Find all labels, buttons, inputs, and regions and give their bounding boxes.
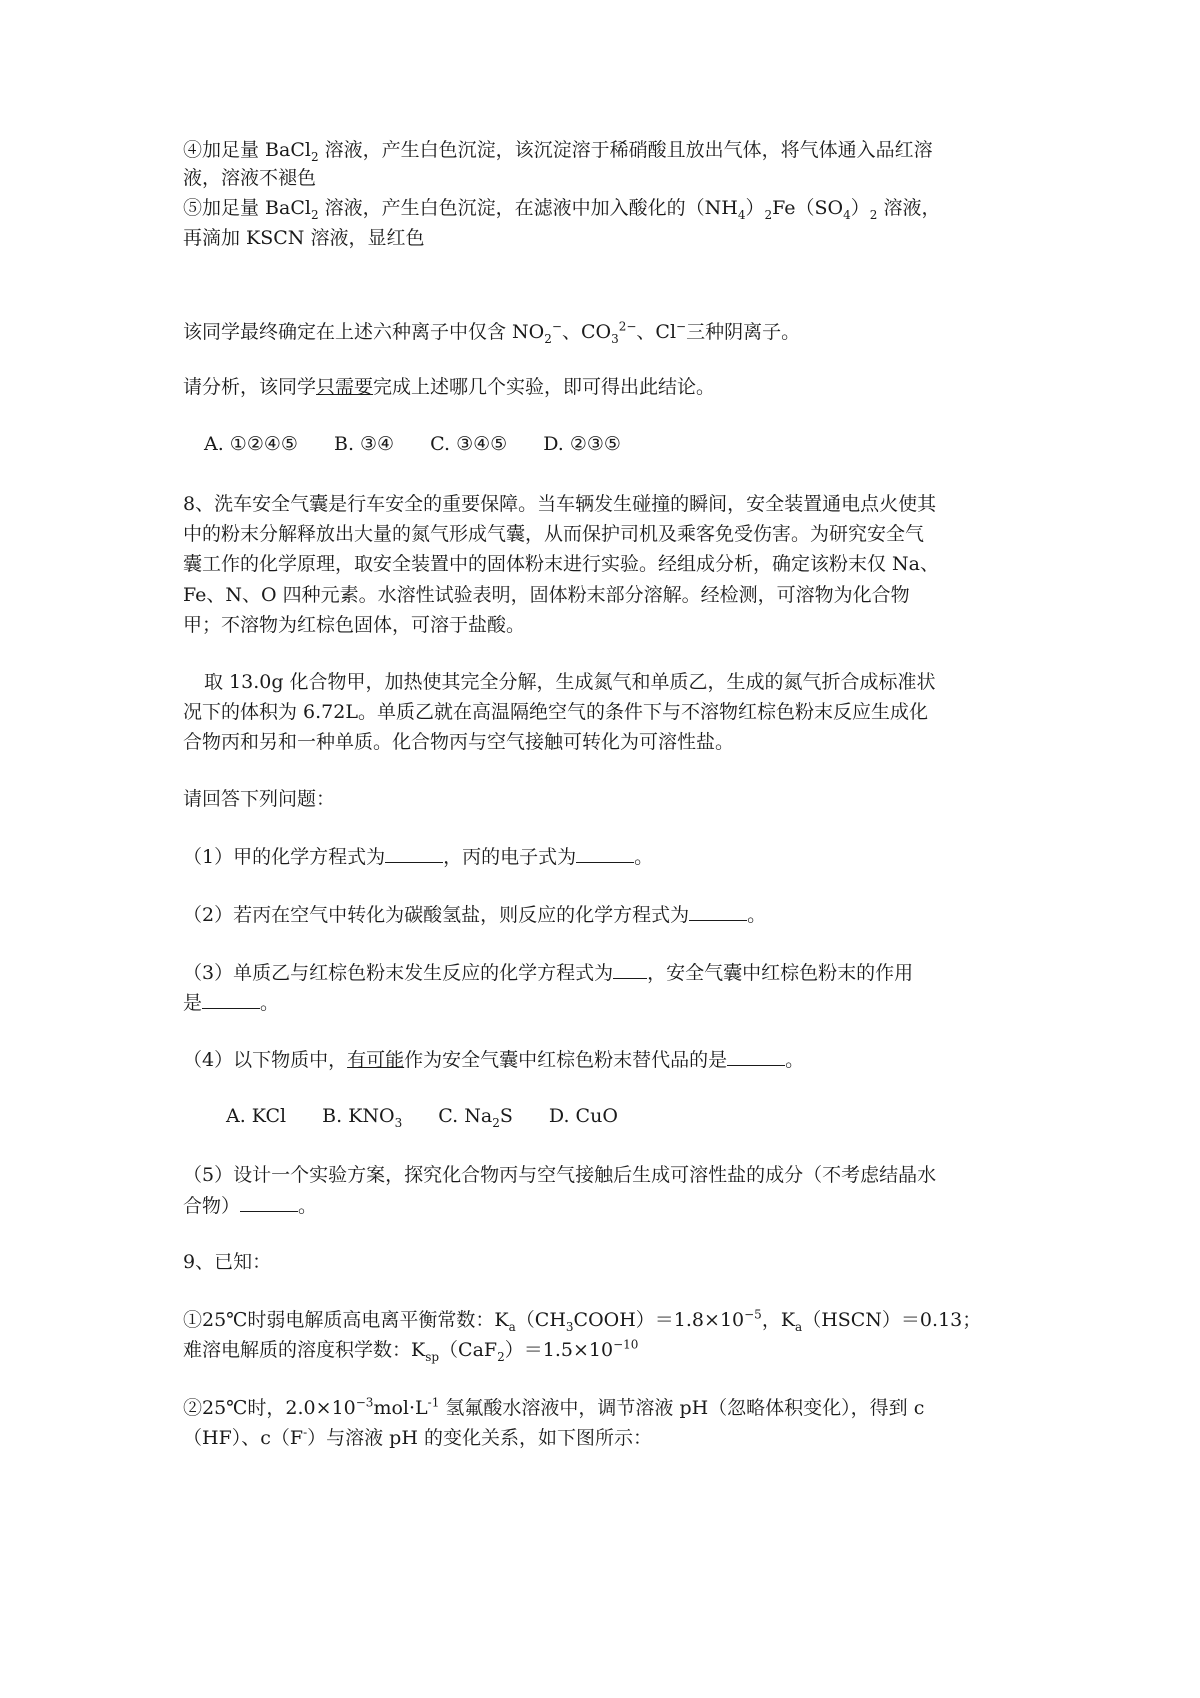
question-prompt: 请分析，该同学只需要完成上述哪几个实验，即可得出此结论。 (183, 376, 716, 398)
option-d: D. CuO (548, 1105, 618, 1127)
option-c: C. $Na_2S$ (438, 1105, 513, 1130)
option-a: A. ①②④⑤ (204, 433, 298, 455)
q8-sub5-line1: （5）设计一个实验方案，探究化合物丙与空气接触后生成可溶性盐的成分（不考虑结晶水 (183, 1164, 937, 1186)
q8-sub1: （1）甲的化学方程式为 ，丙的电子式为 。 (183, 846, 654, 868)
q8-p1-line: 甲；不溶物为红棕色固体，可溶于盐酸。 (183, 614, 526, 636)
option-b: B. ③④ (333, 433, 395, 455)
answer-blank[interactable] (689, 902, 747, 921)
q9-known2: 难溶电解质的溶度积学数：$K_{sp}(CaF_2)=1.5\times 10^{-10}$ (183, 1337, 639, 1364)
q9-known3: ②25℃时，$2.0\times 10^{-3}mol\cdot L^{-1}$ 氢氟酸水溶液中，调节溶液 pH（忽略体积变化），得到 c (183, 1395, 925, 1419)
answer-blank[interactable] (240, 1193, 298, 1212)
answer-blank[interactable] (576, 844, 634, 863)
option-d: D. ②③⑤ (543, 433, 621, 455)
q7-options (204, 432, 621, 456)
q8-p1-line: 囊工作的化学原理，取安全装置中的固体粉末进行实验。经组成分析，确定该粉末仅 Na、 (183, 553, 939, 575)
q8-sub3-line1: （3）单质乙与红棕色粉末发生反应的化学方程式为 ，安全气囊中红棕色粉末的作用 (183, 962, 914, 984)
q9-known4: （HF）、c（F-）与溶液 pH 的变化关系，如下图所示： (183, 1425, 652, 1449)
option-b: B. $KNO_3$ (322, 1105, 403, 1130)
q8-sub4-options (226, 1104, 618, 1128)
option-a: A. KCl (226, 1105, 287, 1127)
q8-p1-line: 中的粉末分解释放出大量的氮气形成气囊，从而保护司机及乘客免受伤害。为研究安全气 (183, 523, 925, 545)
answer-blank[interactable] (202, 990, 260, 1009)
option-c: C. ③④⑤ (430, 433, 508, 455)
q8-p2-line: 合物丙和另和一种单质。化合物丙与空气接触可转化为可溶性盐。 (183, 731, 735, 753)
q8-prompt: 请回答下列问题： (183, 788, 336, 810)
q8-p1-line: 8、洗车安全气囊是行车安全的重要保障。当车辆发生碰撞的瞬间，安全装置通电点火使其 (183, 493, 937, 515)
exp4-line2: 液，溶液不褪色 (183, 167, 317, 189)
q8-sub5-line2: 合物） 。 (183, 1195, 318, 1217)
q8-sub2: （2）若丙在空气中转化为碳酸氢盐，则反应的化学方程式为 。 (183, 904, 767, 926)
exp5-line1: ⑤加足量 BaCl$_2$ 溶液，产生白色沉淀，在滤液中加入酸化的$(NH_4)_2Fe(SO_4)_2$ 溶液， (183, 197, 941, 222)
exp5-line2: 再滴加 KSCN 溶液，显红色 (183, 227, 425, 249)
answer-blank[interactable] (385, 844, 443, 863)
q8-p2-line: 况下的体积为 6.72L。单质乙就在高温隔绝空气的条件下与不溶物红棕色粉末反应生成化 (183, 701, 928, 723)
answer-blank[interactable] (727, 1047, 785, 1066)
q9-known1: ①25℃时弱电解质高电离平衡常数：$K_a(CH_3COOH)=1.8\times 10^{-5}$，$K_a(HSCN)=0.13$； (183, 1307, 982, 1334)
q9-title: 9、已知： (183, 1251, 272, 1273)
q8-sub4: （4）以下物质中，有可能作为安全气囊中红棕色粉末替代品的是 。 (183, 1049, 805, 1071)
exp4-line1: ④加足量 BaCl$_2$ 溶液，产生白色沉淀，该沉淀溶于稀硝酸且放出气体，将气体通入品红溶 (183, 139, 933, 164)
answer-blank[interactable] (613, 960, 647, 979)
conclusion-line: 该同学最终确定在上述六种离子中仅含 $NO_2^-$、$CO_3^{2-}$、Cl−三种阴离子。 (183, 319, 801, 346)
q8-sub3-line2: 是 。 (183, 992, 280, 1014)
q8-p2-line: 取 13.0g 化合物甲，加热使其完全分解，生成氮气和单质乙，生成的氮气折合成标准状 (204, 671, 936, 693)
q8-p1-line: Fe、N、O 四种元素。水溶性试验表明，固体粉末部分溶解。经检测，可溶物为化合物 (183, 584, 910, 606)
